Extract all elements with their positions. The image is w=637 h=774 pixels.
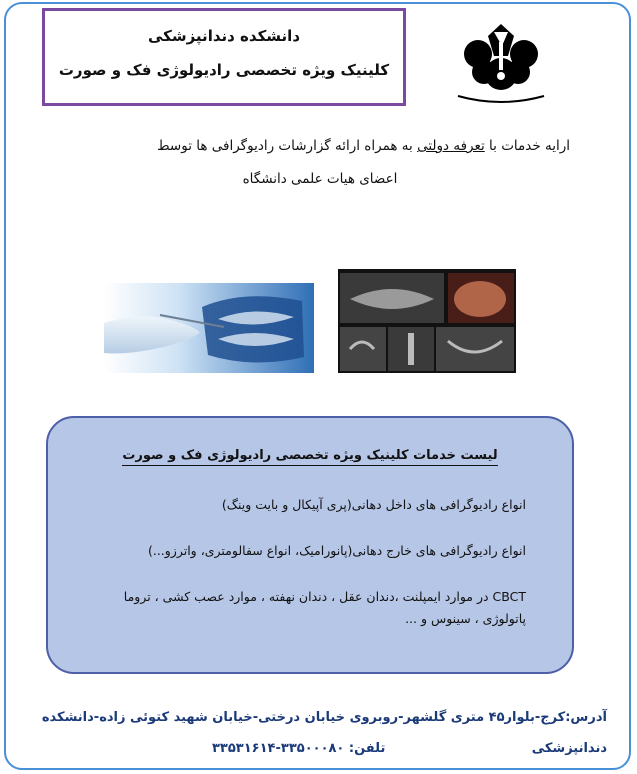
phone-number: تلفن: ۳۳۵۰۰۰۸۰-۳۳۵۳۱۶۱۴	[212, 741, 386, 756]
services-box	[46, 416, 574, 674]
title-box	[42, 8, 406, 106]
school-name: دانشکده دندانپزشکی	[147, 27, 301, 45]
service-item-extraoral: انواع رادیوگرافی های خارج دهانی(پانورامیک، انواع سفالومتری، واترزو...)	[147, 543, 526, 558]
intro-line-1	[70, 138, 570, 154]
address-continued: دندانپزشکی	[531, 741, 607, 756]
services-heading: لیست خدمات کلینیک ویژه تخصصی رادیولوژی فک و صورت	[122, 448, 497, 466]
clinic-name: کلینیک ویژه تخصصی رادیولوژی فک و صورت	[58, 61, 390, 79]
dental-xray-viewing-photo	[104, 283, 314, 373]
service-item-intraoral: انواع رادیوگرافی های داخل دهانی(پری آپیکال و بایت وینگ)	[221, 497, 526, 512]
service-item-cbct: CBCT در موارد ایمپلنت ،دندان عقل ، دندان نهفته ، موارد عصب کشی ، تروما پاتولوژی ، سینوس و ...	[123, 589, 526, 626]
intro-text-a: ارایه خدمات با	[484, 138, 570, 154]
university-emblem-icon	[436, 12, 566, 107]
address-line: آدرس:کرج-بلوار۴۵ متری گلشهر-روبروی خیابان درختی-خیابان شهید کتوئی زاده-دانشکده	[41, 710, 607, 725]
intro-text-b: به همراه ارائه گزارشات رادیوگرافی ها توسط	[157, 138, 418, 154]
intro-tariff: تعرفه دولتی	[417, 138, 485, 154]
intro-line-2: اعضای هیات علمی دانشگاه	[242, 171, 398, 187]
services-heading-row	[48, 448, 572, 463]
cbct-scan-images	[338, 269, 516, 373]
